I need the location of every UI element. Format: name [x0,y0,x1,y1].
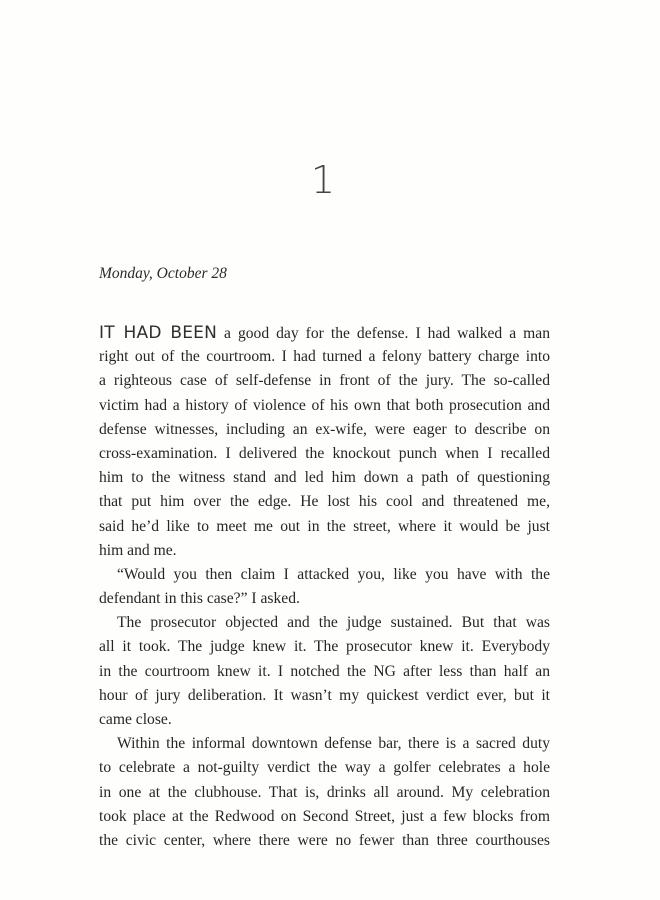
paragraph [99,321,550,563]
text-line: hour of jury deliberation. It wasn’t my quickest verdict ever, but it [99,686,550,704]
paragraph [99,563,550,611]
text-line: the civic center, where there were no fewer than three courthouses [99,831,550,849]
text-line: victim had a history of violence of his own that both prosecution and [99,396,550,414]
chapter-dateline: Monday, October 28 [99,265,227,282]
text-line: that put him over the edge. He lost his cool and threatened me, [99,493,550,511]
chapter-number: 1 [310,158,336,202]
text-line: to celebrate a not-guilty verdict the way a golfer celebrates a hole [99,759,550,777]
text-line: came close. [99,711,172,728]
text-line: in the courtroom knew it. I notched the NG after less than half an [99,662,550,680]
text-line: The prosecutor objected and the judge sustained. But that was [117,614,550,632]
paragraph [99,732,550,853]
text-line: defendant in this case?” I asked. [99,590,300,608]
text-line: him to the witness stand and led him down a path of questioning [99,469,550,487]
text-line: “Would you then claim I attacked you, like you have with the [117,565,550,583]
text-line: Within the informal downtown defense bar, there is a sacred duty [117,735,550,753]
text-line: him and me. [99,541,177,559]
text-line: in one at the clubhouse. That is, drinks all around. My celebration [99,783,550,801]
text-line: defense witnesses, including an ex-wife, were eager to describe on [99,420,550,438]
text-line: all it took. The judge knew it. The prosecutor knew it. Everybody [99,638,550,656]
chapter-body [99,321,550,853]
text-line: took place at the Redwood on Second Street, just a few blocks from [99,807,550,825]
lead-in-small-caps: IT HAD BEEN [99,323,217,343]
text-line: right out of the courtroom. I had turned a felony battery charge into [99,348,550,366]
text-line: a righteous case of self-defense in front of the jury. The so-called [99,372,550,390]
text-line: IT HAD BEEN a good day for the defense. I had walked a man [99,323,550,343]
text-line: cross-examination. I delivered the knockout punch when I recalled [99,444,550,462]
paragraph [99,611,550,732]
text-line: said he’d like to meet me out in the street, where it would be just [99,517,550,535]
